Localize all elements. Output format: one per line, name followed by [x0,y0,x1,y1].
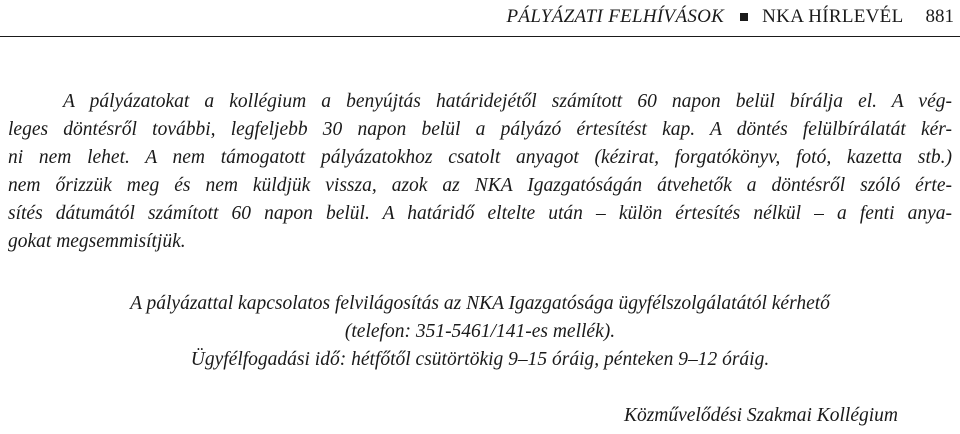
contact-line: A pályázattal kapcsolatos felvilágosítás az NKA Igazgatósága ügyfélszolgálatától kérhető [130,293,830,314]
black-square-icon [740,13,748,21]
body-paragraph [8,88,952,256]
body-line: gokat megsemmisítjük. [8,231,186,252]
body-line: sítés dátumától számított 60 napon belül. A határidő eltelte után – külön értesítés nélkül – a fenti anya- [8,203,952,224]
header-publication-name: NKA HÍRLEVÉL [762,6,904,27]
contact-line: (telefon: 351-5461/141-es mellék). [344,321,616,342]
body-line: leges döntésről további, legfeljebb 30 napon belül a pályázó értesítést kap. A döntés felülbírálatát kér- [8,119,952,140]
signature: Közművelődési Szakmai Kollégium [623,405,898,426]
header-rule [0,36,960,37]
body-line: ni nem lehet. A nem támogatott pályázatokhoz csatolt anyagot (kézirat, forgatókönyv, fotó, kazetta stb.) [8,147,952,168]
body-line: nem őrizzük meg és nem küldjük vissza, azok az NKA Igazgatóságán átvehetők a döntésről szóló érte- [8,175,952,196]
page-number: 881 [925,6,954,27]
header-section-title: PÁLYÁZATI FELHÍVÁSOK [506,6,725,27]
contact-line: Ügyfélfogadási idő: hétfőtől csütörtökig 9–15 óráig, pénteken 9–12 óráig. [190,349,770,370]
contact-block [0,290,960,374]
running-header [507,6,954,28]
body-line: A pályázatokat a kollégium a benyújtás határidejétől számított 60 napon belül bírálja el. A vég- [63,91,952,112]
